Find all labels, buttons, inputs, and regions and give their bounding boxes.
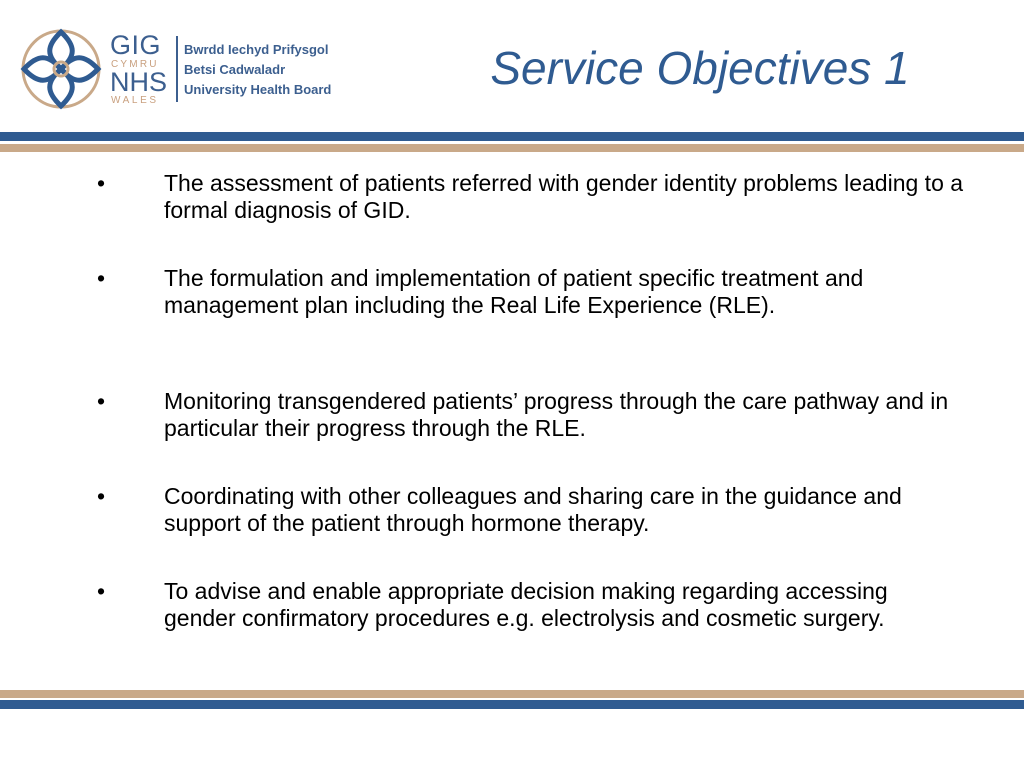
bullet-text: Coordinating with other colleagues and sharing care in the guidance and support of the patient through hormone therapy. — [164, 483, 902, 536]
celtic-knot-icon — [18, 26, 104, 112]
header-rule-tan — [0, 144, 1024, 152]
bullet-marker: • — [97, 578, 106, 604]
board-name-line: Bwrdd Iechyd Prifysgol — [184, 42, 329, 57]
bullet-marker: • — [97, 265, 106, 291]
logo-nhs-text: NHS — [110, 67, 168, 97]
bullet-text: To advise and enable appropriate decision making regarding accessing gender confirmatory procedures e.g. electrolysis and cosmetic surgery. — [164, 578, 888, 631]
bullet-marker: • — [97, 170, 106, 196]
board-name-line: University Health Board — [184, 82, 332, 97]
bullet-text: Monitoring transgendered patients’ progress through the care pathway and in particular their progress through the RLE. — [164, 388, 949, 441]
board-name-line: Betsi Cadwaladr — [184, 62, 286, 77]
slide-title: Service Objectives 1 — [490, 42, 910, 94]
footer-rule-blue — [0, 700, 1024, 709]
footer-rule-tan — [0, 690, 1024, 698]
board-name — [184, 40, 331, 100]
bullet-text: The formulation and implementation of patient specific treatment and management plan including the Real Life Experience (RLE). — [164, 265, 864, 318]
logo-cymru-text: CYMRU — [111, 59, 159, 70]
header-rule-blue — [0, 132, 1024, 141]
bullet-marker: • — [97, 388, 106, 414]
bullet-marker: • — [97, 483, 106, 509]
gig-nhs-wordmark — [110, 32, 180, 112]
logo-wales-text: WALES — [111, 95, 159, 106]
bullet-text: The assessment of patients referred with gender identity problems leading to a formal diagnosis of GID. — [164, 170, 964, 223]
health-board-logo — [18, 26, 348, 114]
logo-gig-text: GIG — [110, 30, 162, 60]
logo-divider — [176, 36, 178, 102]
